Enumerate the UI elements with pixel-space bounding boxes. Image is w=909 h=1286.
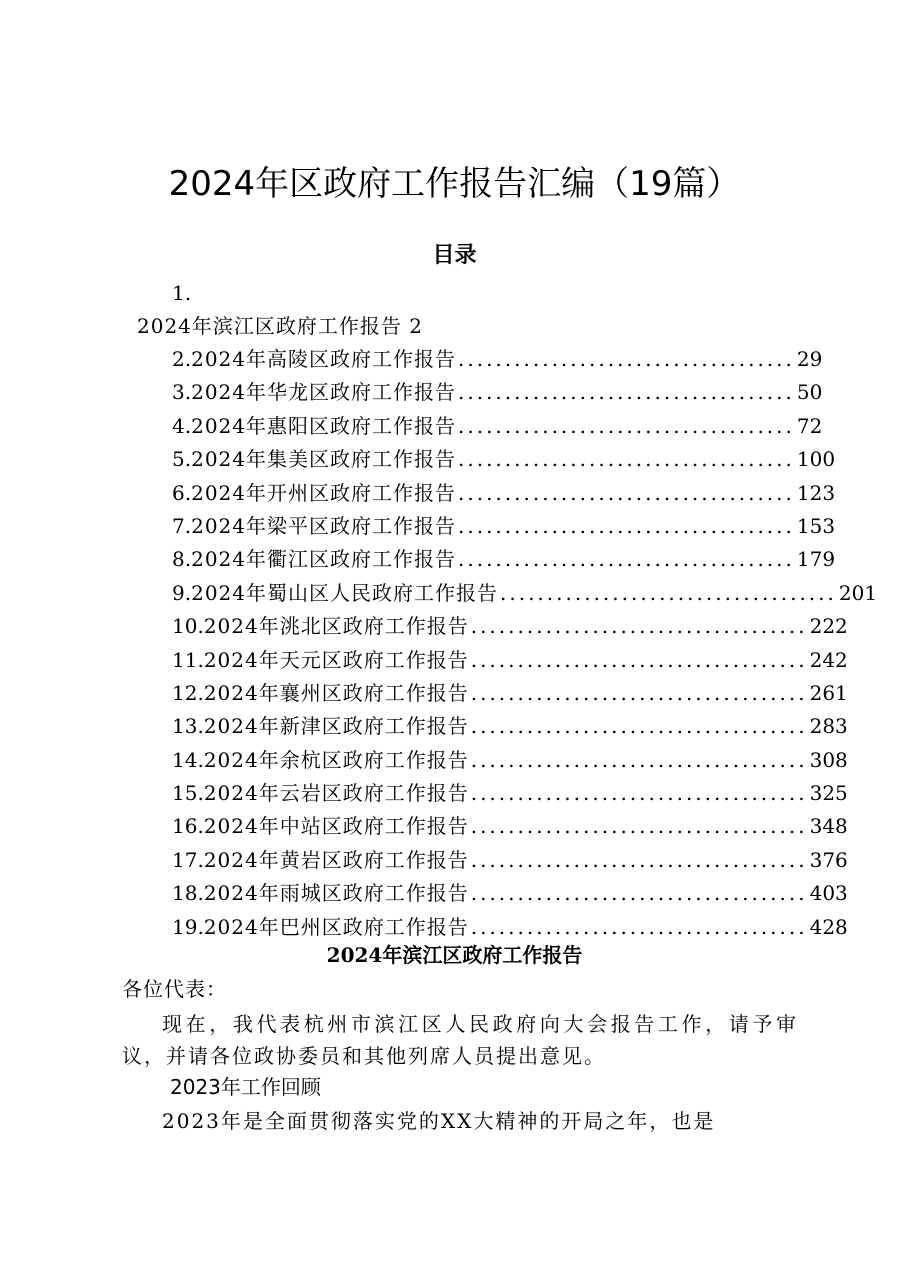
toc-heading: 目录 (432, 242, 477, 268)
dot-leader: .................................... (470, 814, 808, 839)
dot-leader: .................................... (470, 680, 808, 705)
dot-leader: .................................... (458, 447, 795, 472)
dot-leader: .................................... (458, 380, 795, 405)
toc-item-page: 242 (809, 647, 848, 672)
toc-item-number: 19. (172, 914, 204, 939)
toc-item-title: 2024年高陵区政府工作报告 (191, 347, 456, 371)
toc-item[interactable] (172, 645, 848, 678)
dot-leader: .................................... (470, 747, 808, 772)
toc-item[interactable] (172, 411, 823, 444)
dot-leader: .................................... (470, 614, 808, 639)
toc-item-title: 2024年衢江区政府工作报告 (191, 547, 456, 572)
toc-item-number: 14. (172, 747, 204, 772)
toc-item[interactable] (172, 811, 848, 844)
toc-item-title: 2024年雨城区政府工作报告 (203, 881, 469, 906)
toc-item-number: 13. (172, 714, 204, 739)
toc-item-title: 2024年蜀山区人民政府工作报告 (191, 580, 498, 605)
body-paragraph: 2023年是全面贯彻落实党的XX大精神的开局之年，也是 (162, 1109, 716, 1133)
toc-item-title: 2024年襄州区政府工作报告 (203, 680, 469, 705)
toc-item-number: 10. (172, 614, 204, 639)
toc-item-title: 2024年黄岩区政府工作报告 (203, 847, 469, 872)
toc-item-number: 18. (172, 881, 204, 906)
toc-item-title: 2024年余杭区政府工作报告 (203, 747, 469, 772)
dot-leader: .................................... (470, 647, 808, 672)
toc-item-number: 3. (172, 380, 192, 405)
toc-item[interactable] (172, 745, 848, 778)
toc-item-number[interactable]: 1. (172, 281, 192, 305)
toc-item[interactable] (172, 478, 836, 511)
body-paragraph: 现在，我代表杭州市滨江区人民政府向大会报告工作，请予审议，并请各位政协委员和其他列席人员提出意见。 (122, 1012, 798, 1068)
toc-item-page: 153 (796, 513, 836, 538)
toc-item-page: 376 (809, 847, 848, 872)
dot-leader: .................................... (458, 480, 795, 505)
dot-leader: .................................... (458, 547, 795, 572)
toc-item-number: 7. (172, 513, 192, 538)
toc-item-page: 100 (796, 447, 836, 472)
dot-leader: .................................... (470, 914, 808, 939)
toc-item-page: 403 (809, 881, 848, 906)
toc-item-number: 17. (172, 847, 204, 872)
toc-item-page: 201 (838, 580, 878, 605)
toc-item-title: 2024年集美区政府工作报告 (191, 447, 456, 472)
toc-item-title: 2024年华龙区政府工作报告 (191, 380, 456, 405)
document-title: 2024年区政府工作报告汇编（19篇） (168, 164, 741, 204)
toc-item-page: 222 (809, 614, 848, 639)
toc-item-page: 50 (796, 380, 823, 405)
dot-leader: .................................... (458, 513, 795, 538)
toc-item[interactable] (172, 511, 836, 544)
dot-leader: .................................... (500, 580, 837, 605)
toc-item[interactable] (172, 678, 848, 711)
dot-leader: .................................... (458, 413, 795, 438)
toc-item-page: 261 (809, 680, 848, 705)
toc-item[interactable] (172, 778, 848, 811)
toc-item[interactable] (172, 344, 823, 377)
subheading: 2023年工作回顾 (170, 1075, 321, 1099)
toc-item-number: 12. (172, 680, 204, 705)
toc-item-title: 2024年天元区政府工作报告 (203, 647, 469, 672)
toc-item-page: 123 (796, 480, 836, 505)
toc-item-number: 2. (172, 347, 192, 371)
toc-item-title: 2024年巴州区政府工作报告 (203, 914, 469, 939)
dot-leader: .................................... (470, 881, 808, 906)
section-title: 2024年滨江区政府工作报告 (326, 943, 583, 967)
dot-leader: .................................... (470, 781, 808, 806)
toc-item-page: 29 (796, 347, 823, 371)
toc-item[interactable] (172, 578, 878, 611)
toc-item[interactable] (172, 611, 848, 644)
toc-item-page: 348 (809, 814, 848, 839)
toc-item-page: 72 (796, 413, 823, 438)
toc-item-title: 2024年梁平区政府工作报告 (191, 513, 456, 538)
dot-leader: .................................... (470, 714, 808, 739)
toc-item-title[interactable]: 2024年滨江区政府工作报告 2 (137, 314, 423, 338)
toc-item-number: 8. (172, 547, 192, 572)
toc-item-title: 2024年中站区政府工作报告 (203, 814, 469, 839)
toc-item-page: 428 (809, 914, 848, 939)
toc-item-page: 283 (809, 714, 848, 739)
toc-item-number: 5. (172, 447, 192, 472)
toc-item-title: 2024年云岩区政府工作报告 (203, 781, 469, 806)
toc-item-title: 2024年新津区政府工作报告 (203, 714, 469, 739)
toc-item-number: 6. (172, 480, 192, 505)
salutation: 各位代表： (122, 977, 227, 1001)
toc-item-title: 2024年惠阳区政府工作报告 (191, 413, 456, 438)
toc-item-page: 179 (796, 547, 836, 572)
toc-item-number: 16. (172, 814, 204, 839)
toc-item[interactable] (172, 377, 823, 410)
toc-item[interactable] (172, 444, 836, 477)
toc-item[interactable] (172, 845, 848, 878)
toc-item[interactable] (172, 878, 848, 911)
toc-item-title: 2024年洮北区政府工作报告 (203, 614, 469, 639)
toc-item-title: 2024年开州区政府工作报告 (191, 480, 456, 505)
toc-item[interactable] (172, 711, 848, 744)
toc-item-number: 4. (172, 413, 192, 438)
table-of-contents (172, 344, 878, 945)
toc-item-page: 308 (809, 747, 848, 772)
toc-item-number: 15. (172, 781, 204, 806)
toc-item-number: 11. (172, 647, 204, 672)
toc-item[interactable] (172, 544, 836, 577)
dot-leader: .................................... (470, 847, 808, 872)
toc-item-number: 9. (172, 580, 192, 605)
dot-leader: .................................... (458, 347, 795, 371)
toc-item-page: 325 (809, 781, 848, 806)
